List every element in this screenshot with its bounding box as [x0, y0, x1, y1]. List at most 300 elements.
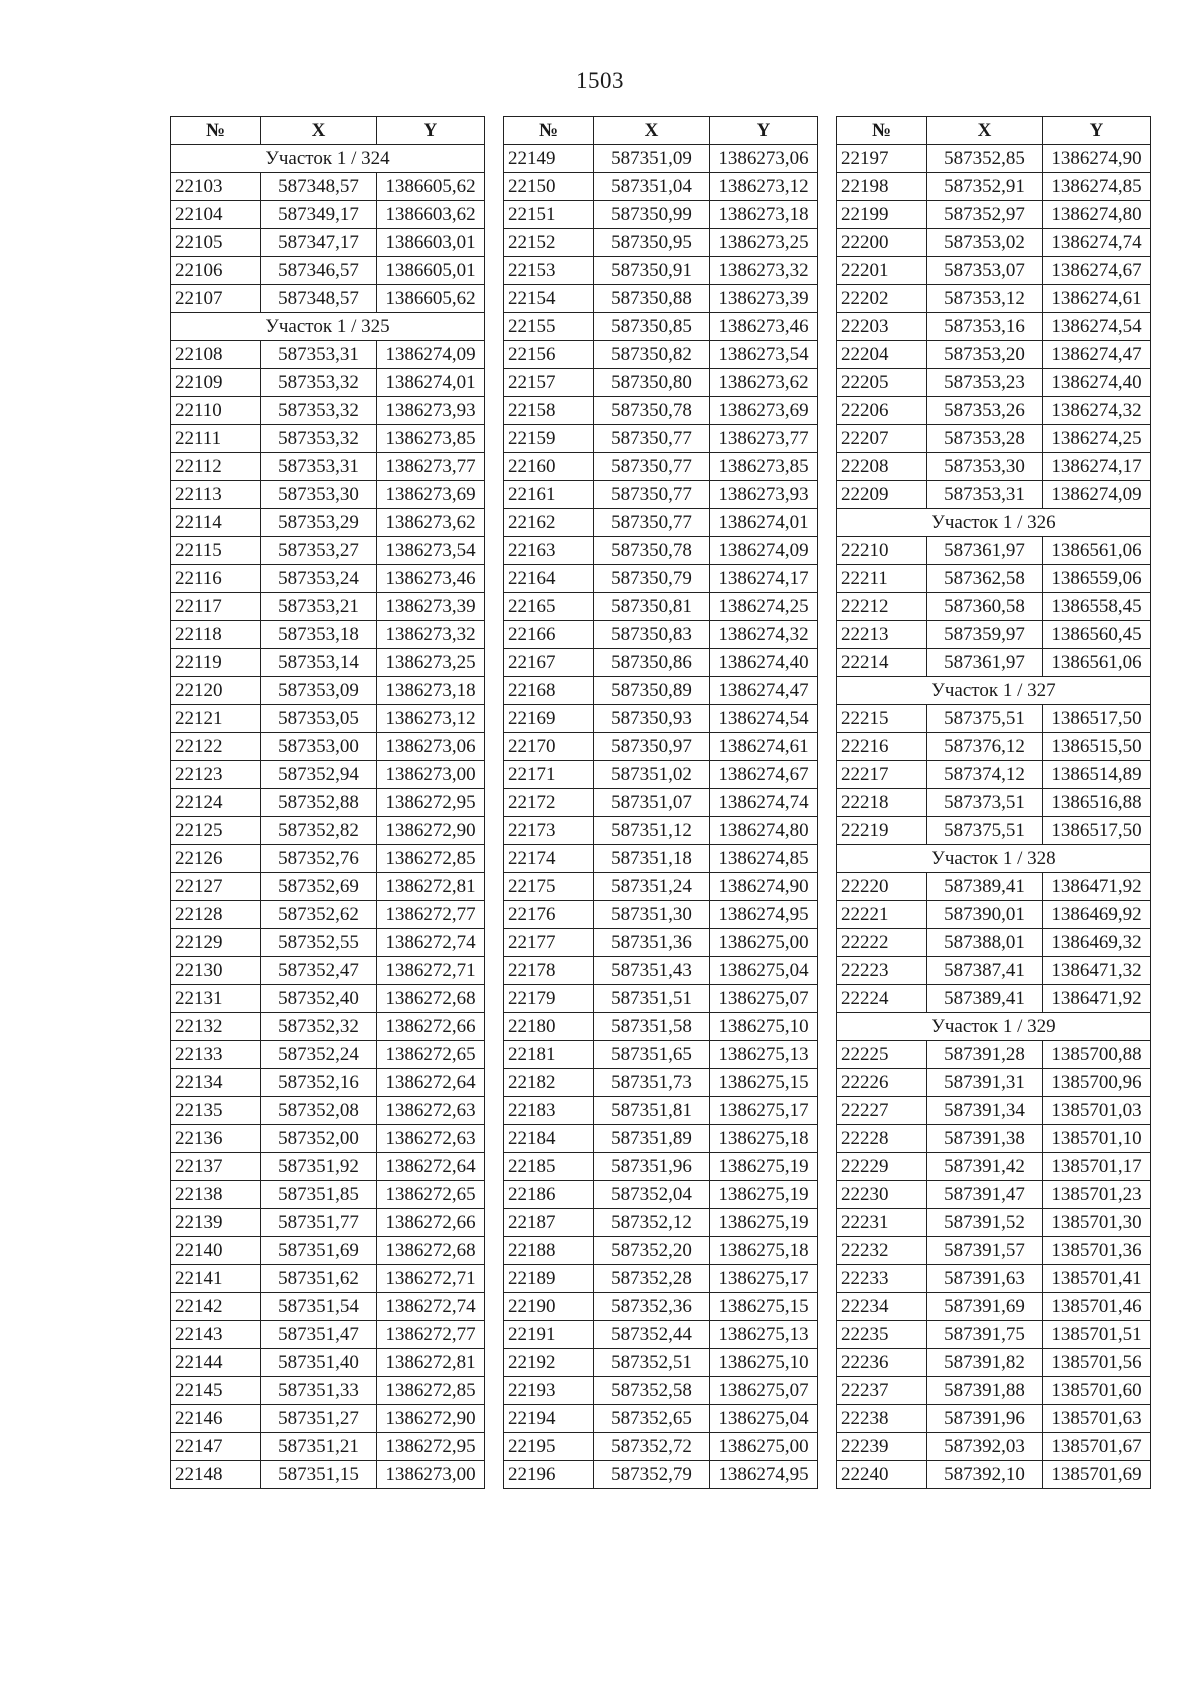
- table-row: [504, 789, 818, 817]
- point-number: 22129: [171, 929, 261, 957]
- x-coordinate: 587352,72: [594, 1433, 710, 1461]
- x-coordinate: 587353,09: [261, 677, 377, 705]
- y-coordinate: 1386272,85: [377, 1377, 485, 1405]
- point-number: 22222: [837, 929, 927, 957]
- point-number: 22156: [504, 341, 594, 369]
- y-coordinate: 1386272,64: [377, 1069, 485, 1097]
- table-row: [171, 789, 485, 817]
- y-coordinate: 1385701,36: [1043, 1237, 1151, 1265]
- table-row: [504, 677, 818, 705]
- table-row: [504, 1041, 818, 1069]
- y-coordinate: 1386272,71: [377, 957, 485, 985]
- x-coordinate: 587351,73: [594, 1069, 710, 1097]
- x-coordinate: 587350,79: [594, 565, 710, 593]
- x-coordinate: 587352,08: [261, 1097, 377, 1125]
- x-coordinate: 587389,41: [927, 873, 1043, 901]
- point-number: 22188: [504, 1237, 594, 1265]
- x-coordinate: 587346,57: [261, 257, 377, 285]
- table-row: [837, 1321, 1151, 1349]
- point-number: 22126: [171, 845, 261, 873]
- table-row: [837, 733, 1151, 761]
- table-row: [171, 1377, 485, 1405]
- coordinate-table-3: [836, 116, 1151, 1489]
- header-number: №: [171, 117, 261, 145]
- header-y: Y: [710, 117, 818, 145]
- x-coordinate: 587387,41: [927, 957, 1043, 985]
- point-number: 22113: [171, 481, 261, 509]
- y-coordinate: 1386274,54: [710, 705, 818, 733]
- table-body: [171, 145, 485, 1489]
- x-coordinate: 587351,85: [261, 1181, 377, 1209]
- section-row: [837, 1013, 1151, 1041]
- x-coordinate: 587352,44: [594, 1321, 710, 1349]
- point-number: 22228: [837, 1125, 927, 1153]
- point-number: 22217: [837, 761, 927, 789]
- x-coordinate: 587350,89: [594, 677, 710, 705]
- table-row: [171, 1349, 485, 1377]
- x-coordinate: 587353,30: [927, 453, 1043, 481]
- x-coordinate: 587351,24: [594, 873, 710, 901]
- x-coordinate: 587351,43: [594, 957, 710, 985]
- table-row: [171, 229, 485, 257]
- section-title: Участок 1 / 326: [837, 509, 1151, 537]
- table-row: [171, 1461, 485, 1489]
- x-coordinate: 587350,88: [594, 285, 710, 313]
- point-number: 22185: [504, 1153, 594, 1181]
- x-coordinate: 587351,21: [261, 1433, 377, 1461]
- x-coordinate: 587350,83: [594, 621, 710, 649]
- point-number: 22214: [837, 649, 927, 677]
- table-row: [837, 1153, 1151, 1181]
- y-coordinate: 1386274,61: [710, 733, 818, 761]
- x-coordinate: 587352,97: [927, 201, 1043, 229]
- x-coordinate: 587350,86: [594, 649, 710, 677]
- x-coordinate: 587351,58: [594, 1013, 710, 1041]
- table-row: [171, 761, 485, 789]
- table-row: [504, 957, 818, 985]
- x-coordinate: 587350,78: [594, 397, 710, 425]
- point-number: 22209: [837, 481, 927, 509]
- point-number: 22103: [171, 173, 261, 201]
- y-coordinate: 1386272,63: [377, 1097, 485, 1125]
- section-title: Участок 1 / 325: [171, 313, 485, 341]
- table-row: [837, 1405, 1151, 1433]
- y-coordinate: 1386273,93: [710, 481, 818, 509]
- table-row: [504, 1097, 818, 1125]
- x-coordinate: 587352,85: [927, 145, 1043, 173]
- point-number: 22159: [504, 425, 594, 453]
- table-header-row: [837, 117, 1151, 145]
- y-coordinate: 1386516,88: [1043, 789, 1151, 817]
- x-coordinate: 587351,15: [261, 1461, 377, 1489]
- x-coordinate: 587391,57: [927, 1237, 1043, 1265]
- x-coordinate: 587352,24: [261, 1041, 377, 1069]
- x-coordinate: 587391,75: [927, 1321, 1043, 1349]
- point-number: 22158: [504, 397, 594, 425]
- table-header-row: [504, 117, 818, 145]
- point-number: 22165: [504, 593, 594, 621]
- point-number: 22161: [504, 481, 594, 509]
- y-coordinate: 1386275,18: [710, 1237, 818, 1265]
- x-coordinate: 587352,12: [594, 1209, 710, 1237]
- x-coordinate: 587376,12: [927, 733, 1043, 761]
- y-coordinate: 1386559,06: [1043, 565, 1151, 593]
- table-row: [504, 369, 818, 397]
- point-number: 22160: [504, 453, 594, 481]
- x-coordinate: 587353,28: [927, 425, 1043, 453]
- point-number: 22175: [504, 873, 594, 901]
- table-row: [837, 817, 1151, 845]
- x-coordinate: 587353,14: [261, 649, 377, 677]
- table-row: [504, 1405, 818, 1433]
- table-row: [837, 957, 1151, 985]
- point-number: 22179: [504, 985, 594, 1013]
- table-row: [504, 593, 818, 621]
- point-number: 22230: [837, 1181, 927, 1209]
- y-coordinate: 1386275,18: [710, 1125, 818, 1153]
- x-coordinate: 587348,57: [261, 285, 377, 313]
- point-number: 22157: [504, 369, 594, 397]
- page-number: 1503: [576, 68, 624, 93]
- point-number: 22121: [171, 705, 261, 733]
- y-coordinate: 1386273,25: [710, 229, 818, 257]
- table-row: [837, 705, 1151, 733]
- x-coordinate: 587351,33: [261, 1377, 377, 1405]
- y-coordinate: 1386274,74: [1043, 229, 1151, 257]
- point-number: 22229: [837, 1153, 927, 1181]
- point-number: 22122: [171, 733, 261, 761]
- table-row: [504, 705, 818, 733]
- y-coordinate: 1386274,80: [1043, 201, 1151, 229]
- y-coordinate: 1386273,46: [377, 565, 485, 593]
- table-row: [504, 1153, 818, 1181]
- x-coordinate: 587351,18: [594, 845, 710, 873]
- x-coordinate: 587391,63: [927, 1265, 1043, 1293]
- point-number: 22234: [837, 1293, 927, 1321]
- y-coordinate: 1386275,10: [710, 1349, 818, 1377]
- y-coordinate: 1386274,25: [1043, 425, 1151, 453]
- table-body: [837, 145, 1151, 1489]
- point-number: 22154: [504, 285, 594, 313]
- header-y: Y: [377, 117, 485, 145]
- point-number: 22194: [504, 1405, 594, 1433]
- table-row: [504, 565, 818, 593]
- y-coordinate: 1385701,63: [1043, 1405, 1151, 1433]
- y-coordinate: 1386274,85: [710, 845, 818, 873]
- y-coordinate: 1386272,95: [377, 789, 485, 817]
- x-coordinate: 587352,62: [261, 901, 377, 929]
- y-coordinate: 1386274,47: [1043, 341, 1151, 369]
- table-row: [504, 649, 818, 677]
- y-coordinate: 1386273,85: [377, 425, 485, 453]
- point-number: 22118: [171, 621, 261, 649]
- x-coordinate: 587375,51: [927, 705, 1043, 733]
- point-number: 22168: [504, 677, 594, 705]
- y-coordinate: 1386275,19: [710, 1181, 818, 1209]
- table-row: [504, 173, 818, 201]
- section-row: [837, 677, 1151, 705]
- y-coordinate: 1386560,45: [1043, 621, 1151, 649]
- coordinate-table-2: [503, 116, 818, 1489]
- point-number: 22187: [504, 1209, 594, 1237]
- table-row: [837, 929, 1151, 957]
- section-row: [171, 145, 485, 173]
- x-coordinate: 587352,28: [594, 1265, 710, 1293]
- header-number: №: [837, 117, 927, 145]
- table-row: [837, 537, 1151, 565]
- table-row: [171, 677, 485, 705]
- y-coordinate: 1385701,67: [1043, 1433, 1151, 1461]
- table-row: [504, 229, 818, 257]
- point-number: 22213: [837, 621, 927, 649]
- x-coordinate: 587391,31: [927, 1069, 1043, 1097]
- x-coordinate: 587351,89: [594, 1125, 710, 1153]
- table-row: [171, 1125, 485, 1153]
- y-coordinate: 1386273,18: [710, 201, 818, 229]
- point-number: 22198: [837, 173, 927, 201]
- table-row: [171, 901, 485, 929]
- x-coordinate: 587351,62: [261, 1265, 377, 1293]
- table-row: [837, 593, 1151, 621]
- y-coordinate: 1386275,07: [710, 1377, 818, 1405]
- table-row: [171, 621, 485, 649]
- y-coordinate: 1386603,62: [377, 201, 485, 229]
- point-number: 22202: [837, 285, 927, 313]
- point-number: 22130: [171, 957, 261, 985]
- table-row: [504, 1013, 818, 1041]
- point-number: 22128: [171, 901, 261, 929]
- x-coordinate: 587391,82: [927, 1349, 1043, 1377]
- y-coordinate: 1386272,81: [377, 873, 485, 901]
- x-coordinate: 587348,57: [261, 173, 377, 201]
- table-row: [837, 1293, 1151, 1321]
- x-coordinate: 587374,12: [927, 761, 1043, 789]
- point-number: 22117: [171, 593, 261, 621]
- x-coordinate: 587351,30: [594, 901, 710, 929]
- table-row: [837, 397, 1151, 425]
- point-number: 22227: [837, 1097, 927, 1125]
- y-coordinate: 1386272,68: [377, 985, 485, 1013]
- point-number: 22206: [837, 397, 927, 425]
- table-row: [504, 313, 818, 341]
- y-coordinate: 1386558,45: [1043, 593, 1151, 621]
- x-coordinate: 587352,32: [261, 1013, 377, 1041]
- point-number: 22143: [171, 1321, 261, 1349]
- x-coordinate: 587350,97: [594, 733, 710, 761]
- point-number: 22219: [837, 817, 927, 845]
- header-y: Y: [1043, 117, 1151, 145]
- point-number: 22148: [171, 1461, 261, 1489]
- x-coordinate: 587351,69: [261, 1237, 377, 1265]
- table-row: [504, 481, 818, 509]
- point-number: 22145: [171, 1377, 261, 1405]
- y-coordinate: 1386275,17: [710, 1265, 818, 1293]
- y-coordinate: 1386605,01: [377, 257, 485, 285]
- point-number: 22170: [504, 733, 594, 761]
- point-number: 22220: [837, 873, 927, 901]
- table-header-row: [171, 117, 485, 145]
- y-coordinate: 1386275,04: [710, 957, 818, 985]
- x-coordinate: 587353,02: [927, 229, 1043, 257]
- table-row: [171, 1153, 485, 1181]
- point-number: 22212: [837, 593, 927, 621]
- y-coordinate: 1386275,15: [710, 1293, 818, 1321]
- x-coordinate: 587353,31: [261, 453, 377, 481]
- x-coordinate: 587359,97: [927, 621, 1043, 649]
- table-row: [837, 1125, 1151, 1153]
- y-coordinate: 1385701,10: [1043, 1125, 1151, 1153]
- x-coordinate: 587350,77: [594, 481, 710, 509]
- table-row: [171, 1181, 485, 1209]
- y-coordinate: 1386272,95: [377, 1433, 485, 1461]
- table-row: [837, 481, 1151, 509]
- table-row: [837, 873, 1151, 901]
- table-row: [504, 1377, 818, 1405]
- y-coordinate: 1386274,01: [377, 369, 485, 397]
- x-coordinate: 587392,10: [927, 1461, 1043, 1489]
- y-coordinate: 1386275,19: [710, 1153, 818, 1181]
- section-title: Участок 1 / 324: [171, 145, 485, 173]
- table-row: [504, 929, 818, 957]
- y-coordinate: 1386515,50: [1043, 733, 1151, 761]
- x-coordinate: 587391,34: [927, 1097, 1043, 1125]
- y-coordinate: 1385701,17: [1043, 1153, 1151, 1181]
- table-row: [504, 1209, 818, 1237]
- y-coordinate: 1386272,66: [377, 1209, 485, 1237]
- header-x: X: [927, 117, 1043, 145]
- x-coordinate: 587353,32: [261, 425, 377, 453]
- x-coordinate: 587352,40: [261, 985, 377, 1013]
- x-coordinate: 587353,21: [261, 593, 377, 621]
- point-number: 22146: [171, 1405, 261, 1433]
- x-coordinate: 587351,04: [594, 173, 710, 201]
- table-row: [171, 1209, 485, 1237]
- y-coordinate: 1386275,17: [710, 1097, 818, 1125]
- section-row: [837, 509, 1151, 537]
- point-number: 22106: [171, 257, 261, 285]
- point-number: 22138: [171, 1181, 261, 1209]
- y-coordinate: 1386273,93: [377, 397, 485, 425]
- x-coordinate: 587352,79: [594, 1461, 710, 1489]
- y-coordinate: 1386274,90: [710, 873, 818, 901]
- point-number: 22191: [504, 1321, 594, 1349]
- x-coordinate: 587351,77: [261, 1209, 377, 1237]
- x-coordinate: 587361,97: [927, 649, 1043, 677]
- point-number: 22225: [837, 1041, 927, 1069]
- x-coordinate: 587353,32: [261, 397, 377, 425]
- x-coordinate: 587352,88: [261, 789, 377, 817]
- x-coordinate: 587373,51: [927, 789, 1043, 817]
- y-coordinate: 1386273,39: [377, 593, 485, 621]
- y-coordinate: 1386274,09: [377, 341, 485, 369]
- table-row: [171, 509, 485, 537]
- x-coordinate: 587351,65: [594, 1041, 710, 1069]
- table-row: [504, 985, 818, 1013]
- point-number: 22181: [504, 1041, 594, 1069]
- table-row: [504, 873, 818, 901]
- point-number: 22135: [171, 1097, 261, 1125]
- table-row: [837, 313, 1151, 341]
- y-coordinate: 1386274,40: [710, 649, 818, 677]
- y-coordinate: 1386274,32: [1043, 397, 1151, 425]
- x-coordinate: 587351,40: [261, 1349, 377, 1377]
- point-number: 22216: [837, 733, 927, 761]
- y-coordinate: 1386273,62: [377, 509, 485, 537]
- x-coordinate: 587391,28: [927, 1041, 1043, 1069]
- y-coordinate: 1386275,10: [710, 1013, 818, 1041]
- x-coordinate: 587353,23: [927, 369, 1043, 397]
- y-coordinate: 1386272,90: [377, 1405, 485, 1433]
- x-coordinate: 587350,91: [594, 257, 710, 285]
- point-number: 22235: [837, 1321, 927, 1349]
- x-coordinate: 587375,51: [927, 817, 1043, 845]
- point-number: 22166: [504, 621, 594, 649]
- y-coordinate: 1386561,06: [1043, 649, 1151, 677]
- y-coordinate: 1386274,09: [710, 537, 818, 565]
- y-coordinate: 1386273,77: [710, 425, 818, 453]
- y-coordinate: 1386273,69: [377, 481, 485, 509]
- x-coordinate: 587391,96: [927, 1405, 1043, 1433]
- table-row: [171, 929, 485, 957]
- point-number: 22236: [837, 1349, 927, 1377]
- point-number: 22136: [171, 1125, 261, 1153]
- table-row: [504, 537, 818, 565]
- y-coordinate: 1386274,67: [1043, 257, 1151, 285]
- table-row: [504, 1293, 818, 1321]
- table-row: [837, 1461, 1151, 1489]
- table-row: [837, 649, 1151, 677]
- table-row: [504, 733, 818, 761]
- y-coordinate: 1386471,32: [1043, 957, 1151, 985]
- table-row: [837, 341, 1151, 369]
- x-coordinate: 587351,96: [594, 1153, 710, 1181]
- x-coordinate: 587353,26: [927, 397, 1043, 425]
- y-coordinate: 1385701,60: [1043, 1377, 1151, 1405]
- table-row: [504, 453, 818, 481]
- y-coordinate: 1386272,63: [377, 1125, 485, 1153]
- point-number: 22177: [504, 929, 594, 957]
- y-coordinate: 1386274,54: [1043, 313, 1151, 341]
- point-number: 22139: [171, 1209, 261, 1237]
- point-number: 22223: [837, 957, 927, 985]
- table-row: [504, 1237, 818, 1265]
- table-row: [171, 1237, 485, 1265]
- table-row: [837, 901, 1151, 929]
- point-number: 22123: [171, 761, 261, 789]
- y-coordinate: 1386274,90: [1043, 145, 1151, 173]
- table-row: [171, 873, 485, 901]
- table-row: [837, 1349, 1151, 1377]
- y-coordinate: 1385701,46: [1043, 1293, 1151, 1321]
- table-body: [504, 145, 818, 1489]
- section-row: [171, 313, 485, 341]
- point-number: 22152: [504, 229, 594, 257]
- x-coordinate: 587361,97: [927, 537, 1043, 565]
- y-coordinate: 1386275,04: [710, 1405, 818, 1433]
- y-coordinate: 1386273,00: [377, 761, 485, 789]
- point-number: 22192: [504, 1349, 594, 1377]
- x-coordinate: 587350,80: [594, 369, 710, 397]
- y-coordinate: 1386272,74: [377, 929, 485, 957]
- y-coordinate: 1386605,62: [377, 173, 485, 201]
- table-row: [171, 481, 485, 509]
- table-row: [171, 397, 485, 425]
- x-coordinate: 587391,42: [927, 1153, 1043, 1181]
- x-coordinate: 587352,51: [594, 1349, 710, 1377]
- table-row: [504, 201, 818, 229]
- point-number: 22142: [171, 1293, 261, 1321]
- point-number: 22190: [504, 1293, 594, 1321]
